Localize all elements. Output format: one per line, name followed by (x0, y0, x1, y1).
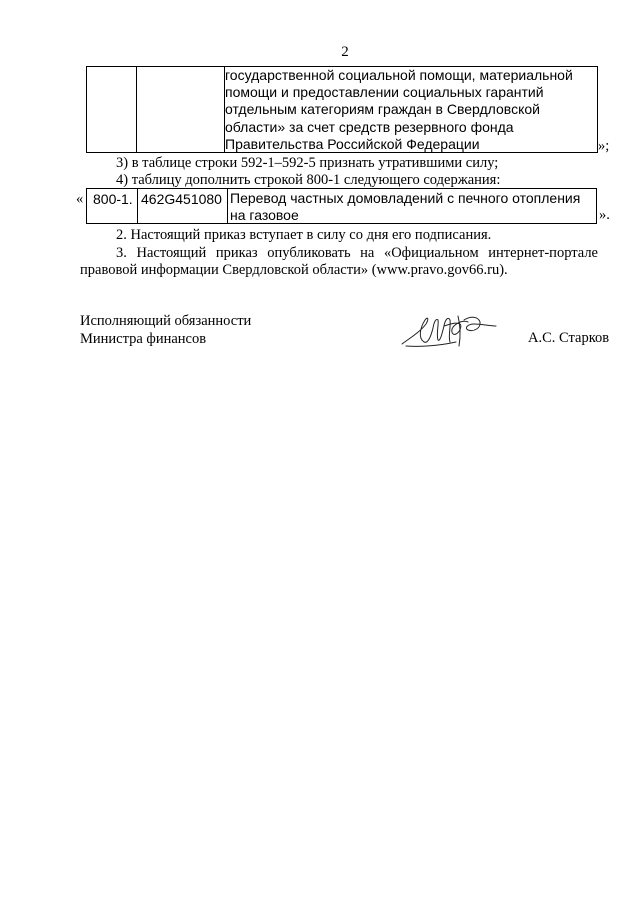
description-line: Перевод частных домовладений с печного отопления (230, 190, 581, 206)
continuation-line: отдельным категориям граждан в Свердловской (225, 101, 540, 118)
table-divider (136, 67, 137, 152)
row-description (230, 190, 580, 224)
item-4: 4) таблицу дополнить строкой 800-1 следующего содержания: (116, 172, 501, 188)
handwritten-signature (398, 306, 498, 352)
continuation-line: помощи и предоставлении социальных гарантий (225, 84, 544, 101)
table-divider (137, 189, 138, 223)
closing-quote: ». (599, 207, 610, 223)
continuation-line: государственной социальной помощи, материальной (225, 67, 573, 83)
page-number: 2 (341, 44, 349, 60)
signatory-name: А.С. Старков (528, 330, 610, 346)
item-3: 3) в таблице строки 592-1–592-5 признать утратившими силу; (116, 155, 499, 171)
description-line: на газовое (230, 207, 299, 223)
paragraph-2: 2. Настоящий приказ вступает в силу со дня его подписания. (116, 227, 492, 243)
signatory-position (80, 313, 251, 348)
row-code: 800-1. (93, 191, 133, 207)
closing-quote: »; (598, 138, 610, 154)
continuation-line: области» за счет средств резервного фонда (225, 118, 514, 135)
paragraph-3-line2: правовой информации Свердловской области» (www.pravo.gov66.ru). (80, 262, 508, 278)
opening-quote: « (76, 191, 84, 207)
continuation-cell-text (225, 67, 595, 153)
position-line: Министра финансов (80, 330, 207, 347)
table-divider (227, 189, 228, 223)
row-kbk: 462G451080 (141, 191, 222, 207)
continuation-line: Правительства Российской Федерации (225, 135, 480, 152)
position-line: Исполняющий обязанности (80, 313, 252, 329)
paragraph-3-line1: 3. Настоящий приказ опубликовать на «Официальном интернет-портале (116, 245, 598, 261)
